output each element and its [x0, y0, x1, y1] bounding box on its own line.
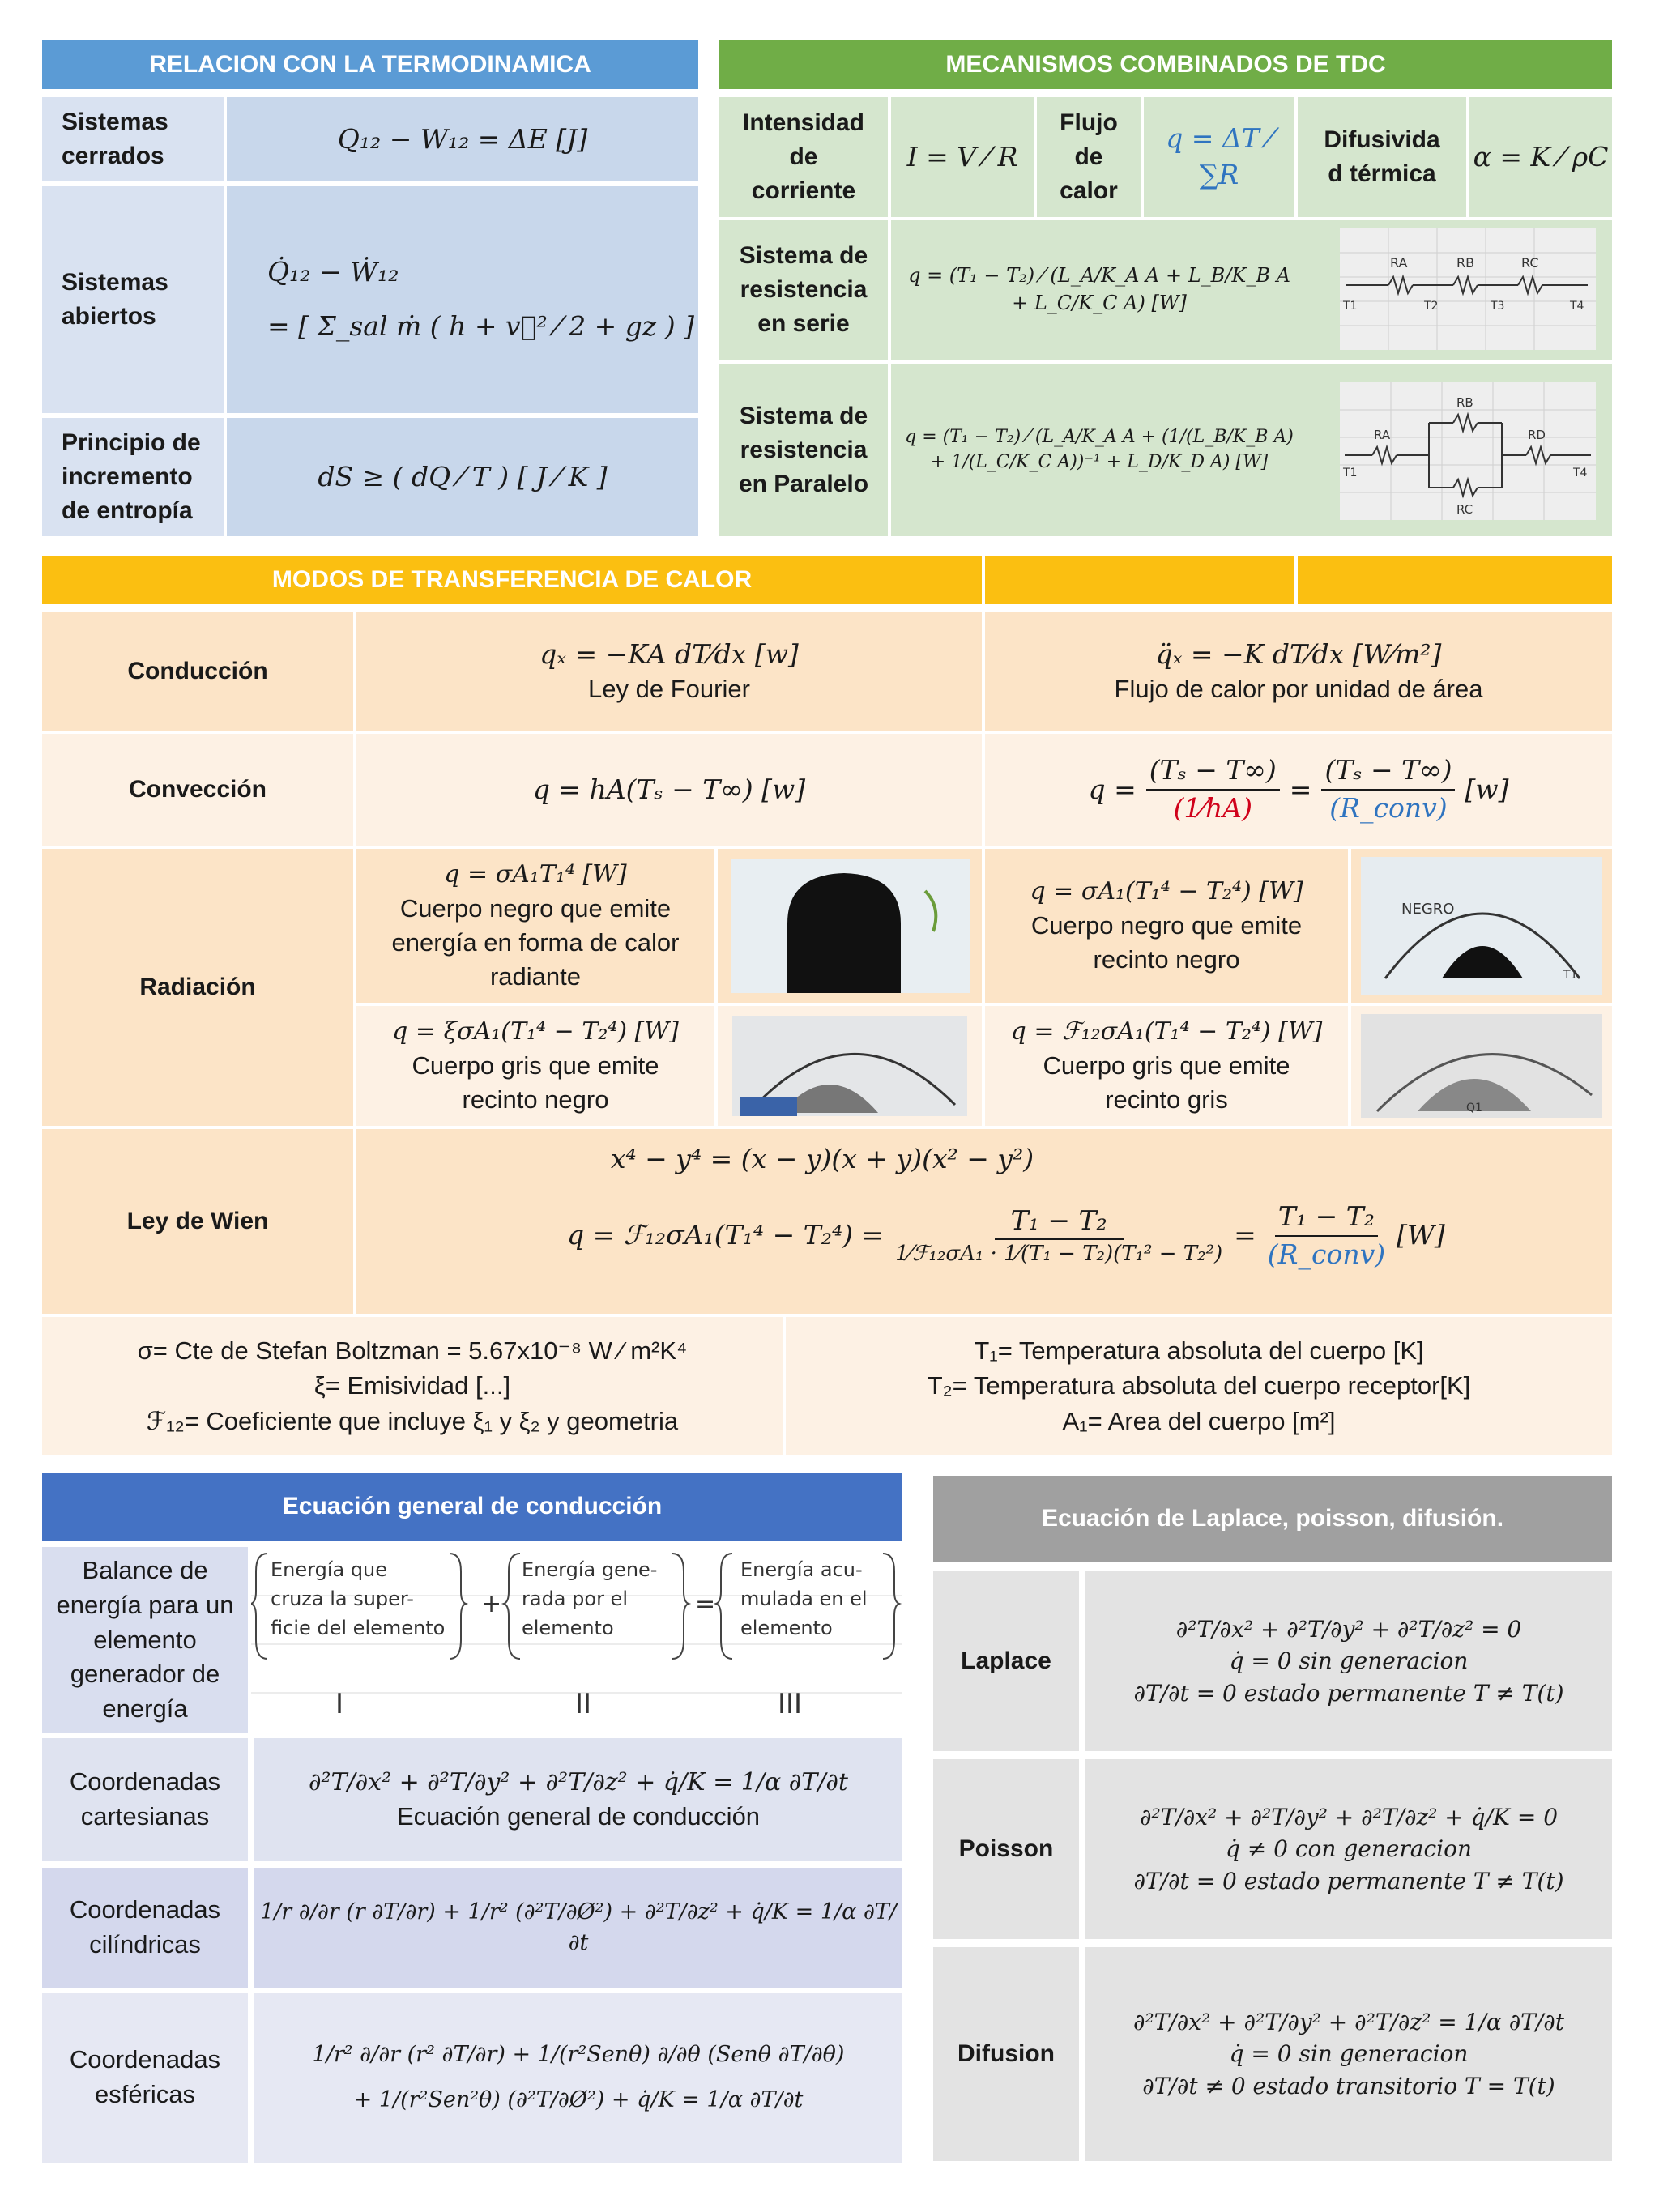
hand-term-1: Energía que cruza la super-ficie del elemento	[271, 1558, 446, 1639]
legend-right: T₁= Temperatura absoluta del cuerpo [K] T₂= Temperatura absoluta del cuerpo receptor[K] A₁= Area del cuerpo [m²]	[786, 1317, 1612, 1455]
hand-equals: =	[695, 1590, 716, 1618]
parallel-circuit-svg	[1340, 382, 1596, 520]
laplace-header	[933, 1476, 1612, 1562]
cartesian-label: Coordenadas cartesianas	[42, 1738, 248, 1861]
black-enclosure-svg	[1361, 857, 1602, 995]
sketch-label-q1: Q1	[1466, 1102, 1482, 1115]
poisson-label: Poisson	[933, 1759, 1079, 1939]
sketch-label-ra: RA	[1390, 255, 1408, 271]
sketch-label-t1-rad: T1	[1563, 969, 1578, 982]
sketch-label-t3: T3	[1491, 300, 1505, 313]
entropy-equation: dS ≥ ( dQ ⁄ T ) [ J ⁄ K ]	[227, 418, 698, 536]
diffusion-equation: ∂²T/∂x² + ∂²T/∂y² + ∂²T/∂z² = 1/α ∂T/∂t q̇ = 0 sin generacion ∂T/∂t ≠ 0 estado transitorio T = T(t)	[1085, 1947, 1612, 2161]
gray-black-svg	[732, 1016, 967, 1116]
spherical-label: Coordenadas esféricas	[42, 1993, 248, 2163]
wien-identity: x⁴ − y⁴ = (x − y)(x + y)(x² − y²)	[610, 1142, 1034, 1174]
series-resistance-equation: q = (T₁ − T₂) ⁄ (L_A/K_A A + L_B/K_B A + L_C/K_C A) [W]	[891, 220, 1307, 360]
psketch-label-ra: RA	[1374, 428, 1391, 442]
radiation-sketch-1-cell	[718, 849, 982, 1003]
modes-header-blank-1	[985, 556, 1294, 604]
closed-systems-label: Sistemas cerrados	[42, 97, 224, 181]
cartesian-equation: ∂²T/∂x² + ∂²T/∂y² + ∂²T/∂z² + q̇/K = 1/α ∂T/∂t Ecuación general de conducción	[254, 1738, 902, 1861]
radiation-label: Radiación	[42, 849, 353, 1126]
modes-header	[42, 556, 982, 604]
thermo-title: RELACION CON LA TERMODINAMICA	[149, 51, 591, 78]
conduction-label: Conducción	[42, 612, 353, 731]
black-body-svg	[731, 859, 970, 993]
closed-systems-equation: Q₁₂ − W₁₂ = ΔE [J]	[227, 97, 698, 181]
convection-resistance: q = $\frac{\text{(Tₛ − T∞)}}{(1⁄hA)}$ = (Tₛ − T∞) (R_conv) [w]	[985, 734, 1612, 846]
newton-cooling-law: q = hA(Tₛ − T∞) [w]	[356, 734, 982, 846]
hand-term-2: Energía gene-rada por el elemento	[522, 1558, 658, 1639]
black-body-sketch	[731, 859, 970, 993]
radiation-sketch-3-cell	[718, 1006, 982, 1126]
cylindrical-equation: 1/r ∂/∂r (r ∂T/∂r) + 1/r² (∂²T/∂Ø²) + ∂²T/∂z² + q̇/K = 1/α ∂T/∂t	[254, 1868, 902, 1988]
hand-numeral-3: III	[778, 1688, 803, 1720]
modes-header-blank-2	[1298, 556, 1612, 604]
balance-label: Balance de energía para un elemento generador de energía	[42, 1547, 248, 1733]
tdc-title: MECANISMOS COMBINADOS DE TDC	[945, 51, 1386, 78]
thermo-header	[42, 40, 698, 89]
open-systems-label: Sistemas abiertos	[42, 186, 224, 413]
tdc-header	[719, 40, 1612, 89]
diffusion-label: Difusion	[933, 1947, 1079, 2161]
gray-gray-sketch	[1361, 1014, 1602, 1118]
heat-flux-per-area: q̈ₓ = −K dT⁄dx [W⁄m²] Flujo de calor por unidad de área	[985, 612, 1612, 731]
modes-title: MODOS DE TRANSFERENCIA DE CALOR	[271, 566, 753, 593]
radiation-black-body: q = σA₁T₁⁴ [W] Cuerpo negro que emite energía en forma de calor radiante	[356, 849, 714, 1003]
entropy-label: Principio de incremento de entropía	[42, 418, 224, 536]
radiation-sketch-2-cell	[1351, 849, 1612, 1003]
open-systems-equation: Q̇₁₂ − Ẇ₁₂ = [ Σ_sal ṁ ( h + v⃗² ⁄ 2 + gz ) ]	[227, 186, 698, 413]
hand-plus: +	[481, 1590, 502, 1618]
balance-handwritten	[251, 1547, 902, 1733]
thermal-diffusivity-equation: α = K ⁄ ρC	[1469, 97, 1612, 217]
parallel-resistance-sketch-cell	[1307, 364, 1612, 536]
psketch-label-rb: RB	[1456, 395, 1473, 410]
current-intensity-equation: I = V ⁄ R	[891, 97, 1034, 217]
black-enclosure-sketch	[1361, 857, 1602, 995]
series-circuit-sketch	[1340, 228, 1596, 350]
legend-left: σ= Cte de Stefan Boltzman = 5.67x10⁻⁸ W ⁄ m²K⁴ ξ= Emisividad [...] ℱ₁₂= Coeficiente que incluye ξ₁ y ξ₂ y geometria	[42, 1317, 783, 1455]
sketch-label-t2: T2	[1424, 300, 1439, 313]
spherical-equation: 1/r² ∂/∂r (r² ∂T/∂r) + 1/(r²Senθ) ∂/∂θ (Senθ ∂T/∂θ) + 1/(r²Sen²θ) (∂²T/∂Ø²) + q̇/K = 1/α ∂T/∂t	[254, 1993, 902, 2163]
series-resistance-label: Sistema de resistencia en serie	[719, 220, 888, 360]
hand-term-3: Energía acu-mulada en el elemento	[740, 1558, 868, 1639]
psketch-label-rc: RC	[1456, 502, 1473, 517]
wien-label: Ley de Wien	[42, 1129, 353, 1314]
parallel-resistance-equation: q = (T₁ − T₂) ⁄ (L_A/K_A A + (1/(L_B/K_B A) + 1/(L_C/K_C A))⁻¹ + L_D/K_D A) [W]	[891, 364, 1307, 536]
balance-sketch-svg	[251, 1547, 902, 1733]
heat-flow-label: Flujo de calor	[1037, 97, 1141, 217]
series-circuit-svg	[1340, 228, 1596, 350]
wien-main-equation: q = ℱ₁₂σA₁(T₁⁴ − T₂⁴) = T₁ − T₂ 1⁄ℱ₁₂σA₁ · 1⁄(T₁ − T₂)(T₁² − T₂²) = T₁ − T₂ (R_conv) [W]	[567, 1200, 1445, 1270]
laplace-label: Laplace	[933, 1571, 1079, 1751]
gray-black-sketch	[732, 1016, 967, 1116]
sketch-label-rb: RB	[1456, 255, 1475, 271]
heat-flow-equation: q = ΔT ⁄ ∑R	[1144, 97, 1294, 217]
current-intensity-label: Intensidad de corriente	[719, 97, 888, 217]
parallel-circuit-sketch	[1340, 382, 1596, 520]
psketch-label-t1: T1	[1343, 467, 1358, 479]
radiation-black-enclosure: q = σA₁(T₁⁴ − T₂⁴) [W] Cuerpo negro que emite recinto negro	[985, 849, 1348, 1003]
hand-numeral-2: II	[575, 1688, 592, 1720]
psketch-label-t4: T4	[1573, 467, 1588, 479]
poisson-equation: ∂²T/∂x² + ∂²T/∂y² + ∂²T/∂z² + q̇/K = 0 q̇ ≠ 0 con generacion ∂T/∂t = 0 estado permanente T ≠ T(t)	[1085, 1759, 1612, 1939]
series-resistance-sketch-cell	[1307, 220, 1612, 360]
psketch-label-rd: RD	[1528, 428, 1546, 442]
laplace-equation: ∂²T/∂x² + ∂²T/∂y² + ∂²T/∂z² = 0 q̇ = 0 sin generacion ∂T/∂t = 0 estado permanente T ≠ T(t)	[1085, 1571, 1612, 1751]
radiation-gray-gray: q = ℱ₁₂σA₁(T₁⁴ − T₂⁴) [W] Cuerpo gris que emite recinto gris	[985, 1006, 1348, 1126]
parallel-resistance-label: Sistema de resistencia en Paralelo	[719, 364, 888, 536]
hand-numeral-1: I	[335, 1688, 344, 1720]
general-title: Ecuación general de conducción	[282, 1493, 663, 1519]
radiation-gray-black: q = ξσA₁(T₁⁴ − T₂⁴) [W] Cuerpo gris que emite recinto negro	[356, 1006, 714, 1126]
sketch-label-negro: NEGRO	[1401, 901, 1455, 918]
fourier-law: qₓ = −KA dT⁄dx [w] Ley de Fourier	[356, 612, 982, 731]
gray-gray-svg	[1361, 1014, 1602, 1118]
wien-equations	[356, 1129, 1612, 1314]
sketch-label-rc: RC	[1521, 255, 1539, 271]
cylindrical-label: Coordenadas cilíndricas	[42, 1868, 248, 1988]
sketch-label-t4: T4	[1570, 300, 1584, 313]
general-header	[42, 1473, 902, 1541]
laplace-title: Ecuación de Laplace, poisson, difusión.	[1041, 1505, 1504, 1532]
convection-label: Convección	[42, 734, 353, 846]
thermal-diffusivity-label: Difusivida d térmica	[1298, 97, 1466, 217]
radiation-sketch-4-cell	[1351, 1006, 1612, 1126]
sketch-label-t1: T1	[1343, 300, 1358, 313]
